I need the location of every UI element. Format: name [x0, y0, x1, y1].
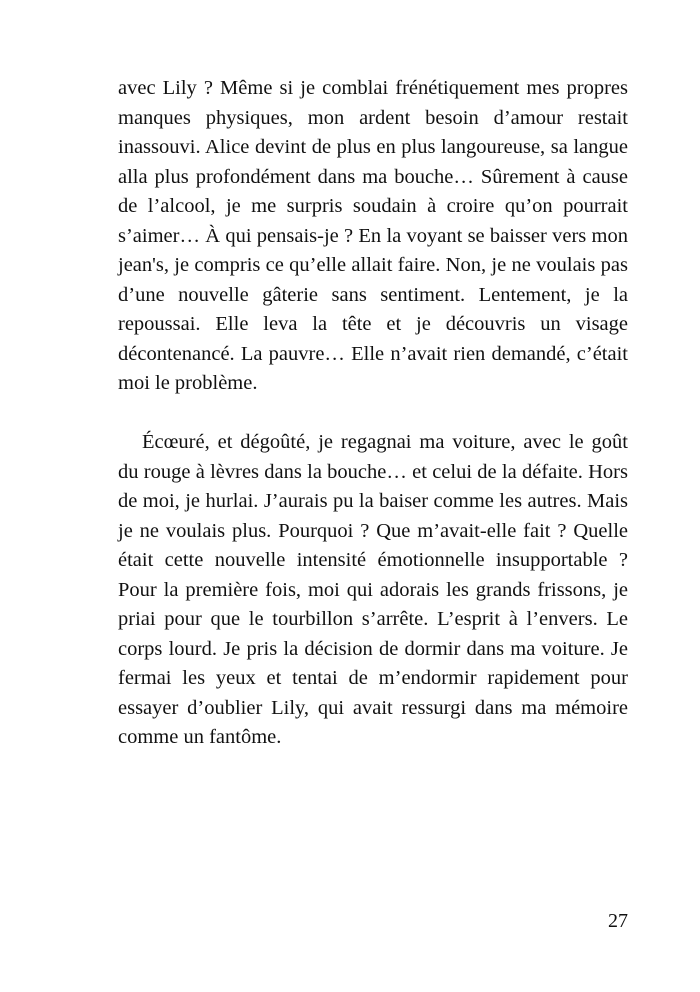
paragraph-1: avec Lily ? Même si je comblai frénétiquement mes propres manques physiques, mon ardent besoin d’amour restait inassouvi. Alice devint de plus en plus langoureuse, sa langue alla plus profondément dans ma bouche… Sûrement à cause de l’alcool, je me surpris soudain à croire qu’on pourrait s’aimer… À qui pensais-je ? En la voyant se baisser vers mon jean's, je compris ce qu’elle allait faire. Non, je ne voulais pas d’une nouvelle gâterie sans sentiment. Lentement, je la repoussai. Elle leva la tête et je découvris un visage décontenancé. La pauvre… Elle n’avait rien demandé, c’était moi le problème.: [118, 77, 628, 394]
page-number: 27: [608, 910, 628, 932]
paragraph-2: Écœuré, et dégoûté, je regagnai ma voiture, avec le goût du rouge à lèvres dans la bouche… et celui de la défaite. Hors de moi, je hurlai. J’aurais pu la baiser comme les autres. Mais je ne voulais plus. Pourquoi ? Que m’avait-elle fait ? Quelle était cette nouvelle intensité émotionnelle insupportable ? Pour la première fois, moi qui adorais les grands frissons, je priai pour que le tourbillon s’arrête. L’esprit à l’envers. Le corps lourd. Je pris la décision de dormir dans ma voiture. Je fermai les yeux et tentai de m’endormir rapidement pour essayer d’oublier Lily, qui avait ressurgi dans ma mémoire comme un fantôme.: [118, 431, 628, 748]
body-text: [118, 74, 628, 753]
